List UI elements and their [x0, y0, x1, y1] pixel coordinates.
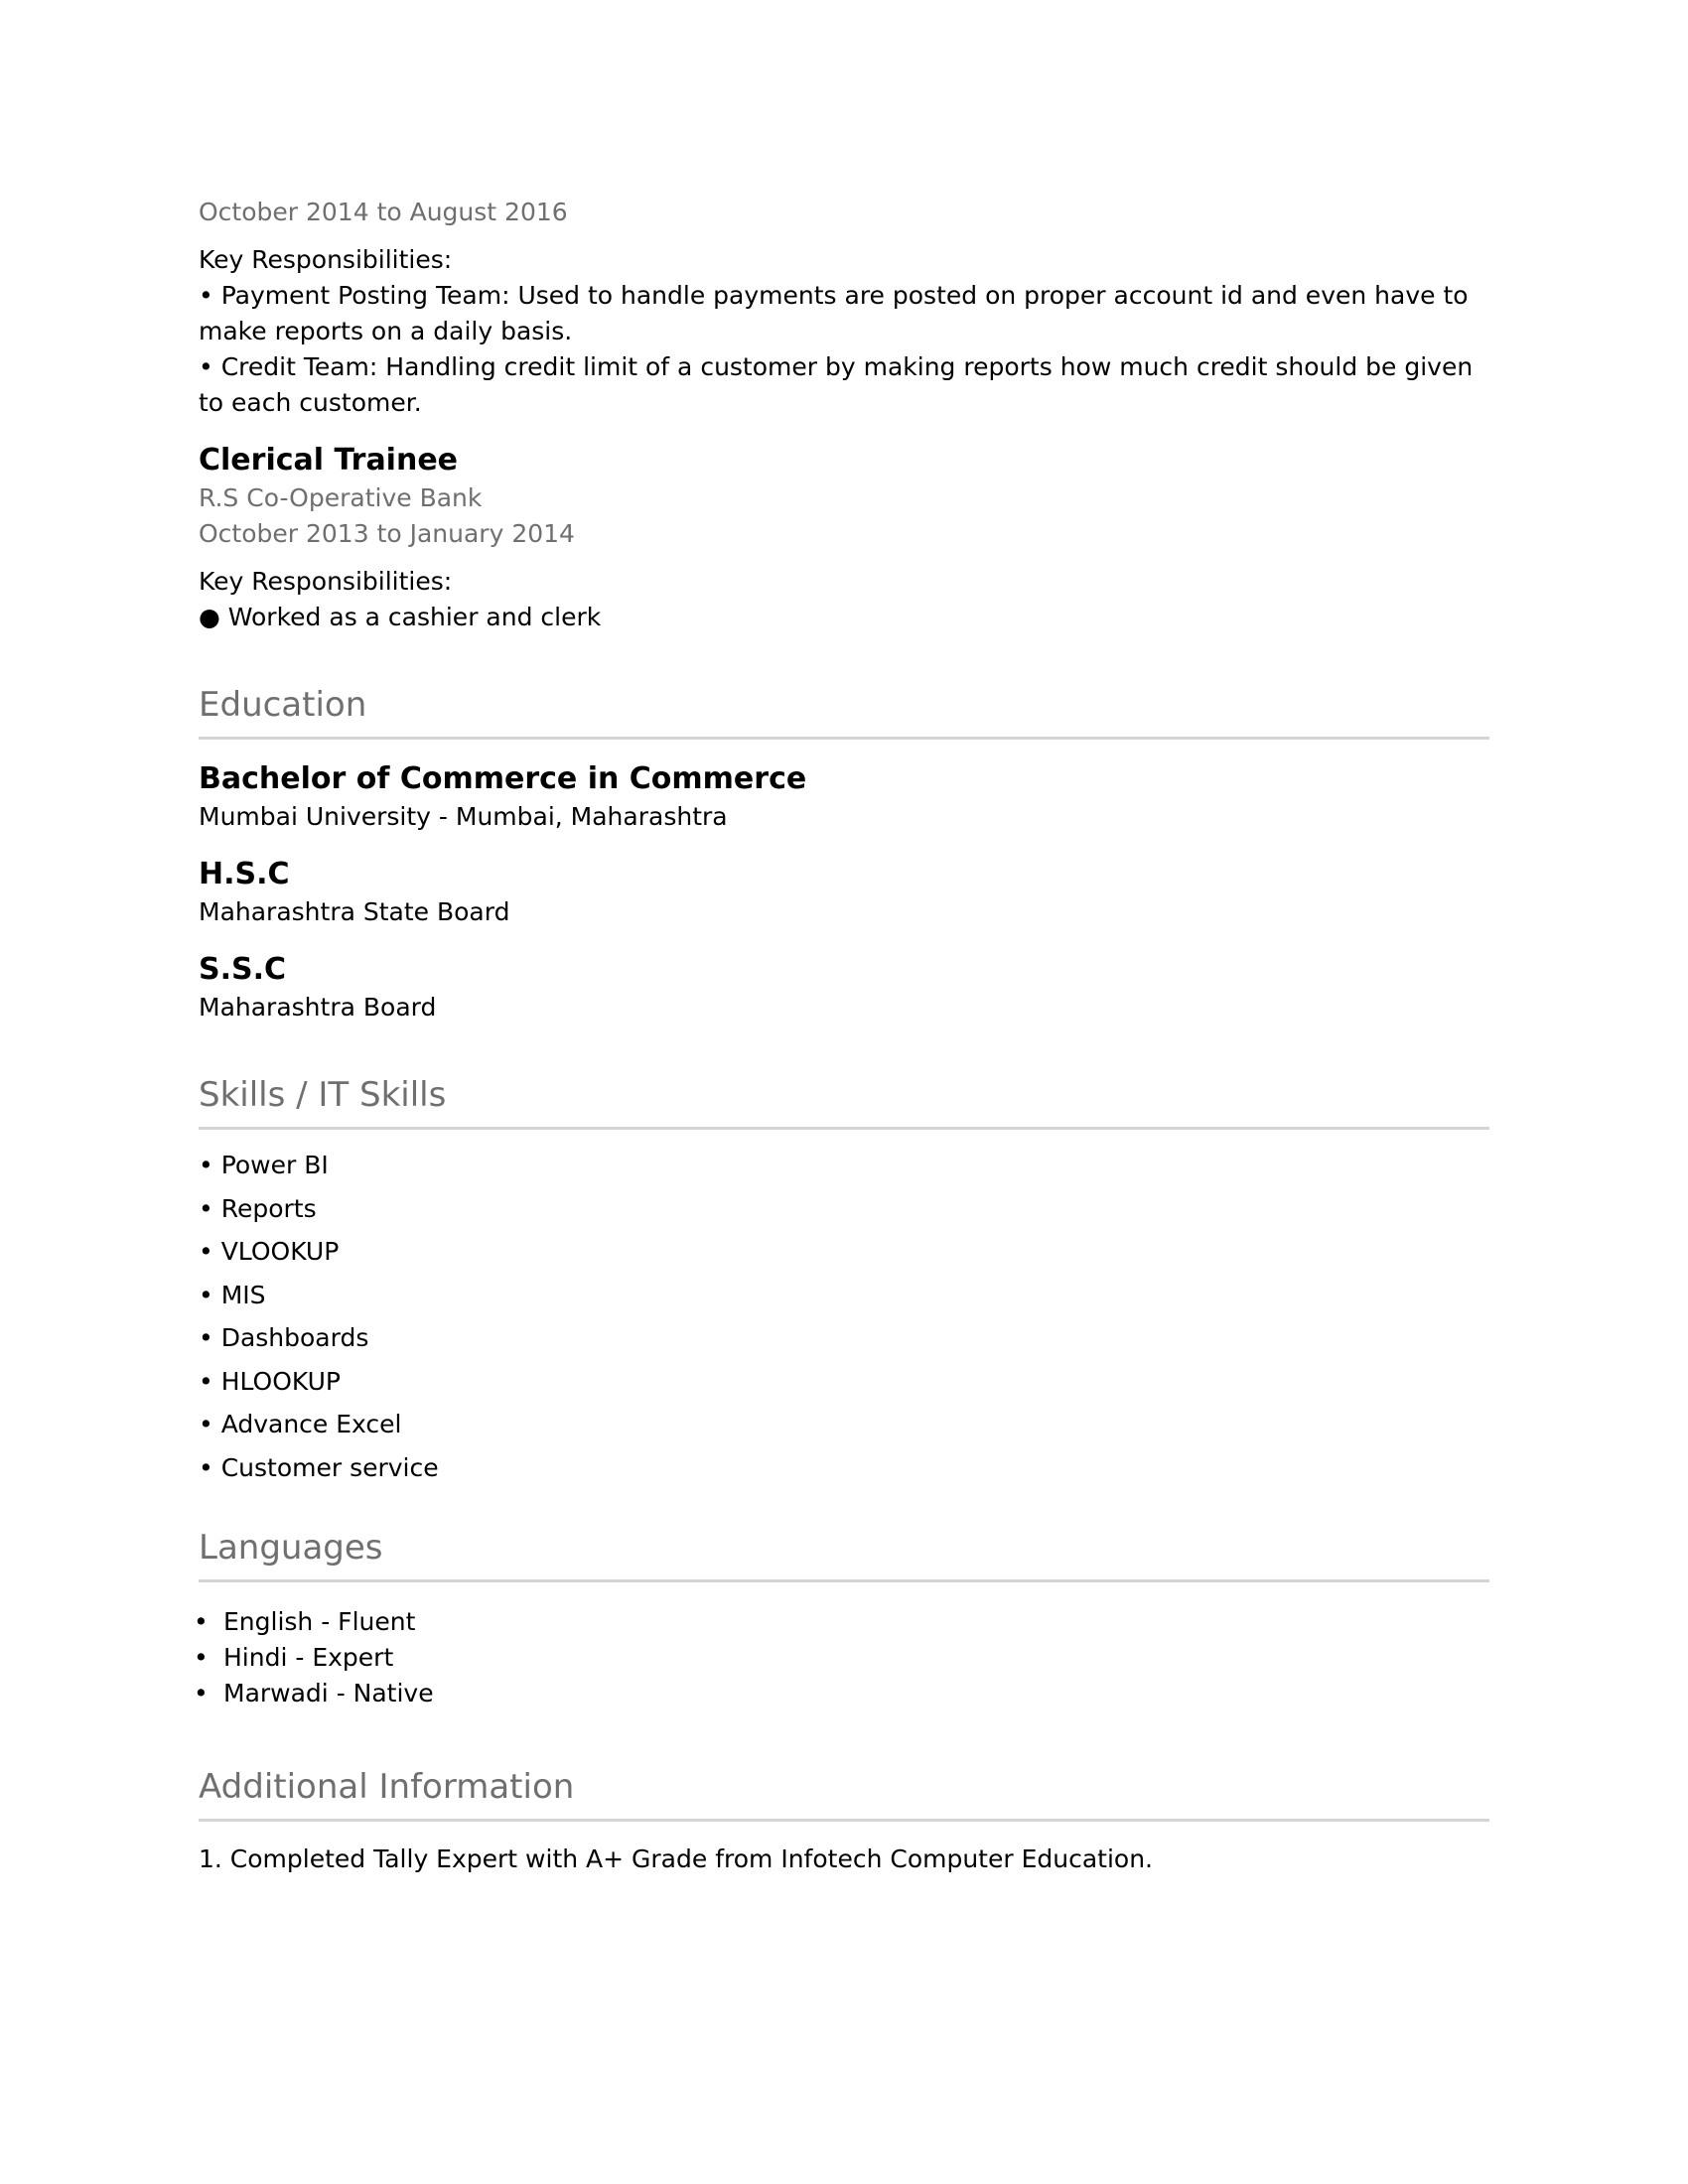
- additional-text: 1. Completed Tally Expert with A+ Grade from Infotech Computer Education.: [199, 1843, 1153, 1873]
- education-heading: Education: [199, 683, 1489, 740]
- resume-page: [194, 195, 1489, 1877]
- languages-heading: Languages: [199, 1526, 1489, 1582]
- skill-item: • VLOOKUP: [199, 1237, 340, 1266]
- job-responsibilities-label: Key Responsibilities:: [199, 567, 453, 596]
- job-title: Clerical Trainee: [199, 443, 459, 478]
- prev-job-responsibilities-label: Key Responsibilities:: [199, 245, 453, 274]
- bullet-icon: •: [194, 1642, 209, 1672]
- language-item: [194, 1676, 1489, 1711]
- education-institution: Mumbai University - Mumbai, Maharashtra: [199, 802, 728, 831]
- job-company: R.S Co-Operative Bank: [199, 483, 483, 512]
- language-text: Marwadi - Native: [223, 1678, 434, 1707]
- education-section: [199, 683, 1489, 1025]
- job-responsibility: ● Worked as a cashier and clerk: [199, 603, 602, 631]
- skill-item: • Power BI: [199, 1151, 329, 1179]
- languages-list: [194, 1604, 1489, 1711]
- language-text: English - Fluent: [223, 1606, 416, 1636]
- skill-item: • Reports: [199, 1193, 317, 1223]
- skill-item: • Customer service: [199, 1452, 439, 1482]
- job-section: [199, 441, 1489, 635]
- additional-heading: Additional Information: [199, 1765, 1489, 1822]
- education-institution: Maharashtra State Board: [199, 897, 510, 926]
- education-institution: Maharashtra Board: [199, 993, 437, 1022]
- prev-job-responsibility: • Credit Team: Handling credit limit of a customer by making reports how much credit should be given to each customer.: [199, 352, 1474, 417]
- skill-item: • MIS: [199, 1280, 266, 1309]
- skill-item: • Advance Excel: [199, 1410, 402, 1438]
- prev-job-responsibility: • Payment Posting Team: Used to handle payments are posted on proper account id and even have to make reports on a daily basis.: [199, 281, 1469, 345]
- prev-job-dates: October 2014 to August 2016: [199, 198, 568, 226]
- language-item: [194, 1640, 1489, 1676]
- skill-item: • Dashboards: [199, 1323, 369, 1352]
- skills-section: [199, 1073, 1489, 1486]
- education-degree: S.S.C: [199, 952, 287, 987]
- education-item: [199, 855, 1489, 930]
- education-degree: H.S.C: [199, 857, 290, 891]
- education-item: [199, 950, 1489, 1025]
- language-text: Hindi - Expert: [223, 1642, 394, 1672]
- language-item: [194, 1604, 1489, 1640]
- prev-job-section: [199, 195, 1489, 421]
- bullet-icon: •: [194, 1606, 209, 1636]
- education-degree: Bachelor of Commerce in Commerce: [199, 761, 807, 796]
- additional-section: [199, 1765, 1489, 1877]
- languages-section: [194, 1526, 1489, 1711]
- skills-list: [199, 1148, 1489, 1486]
- skill-item: • HLOOKUP: [199, 1366, 341, 1396]
- job-dates: October 2013 to January 2014: [199, 519, 575, 548]
- education-item: [199, 759, 1489, 835]
- skills-heading: Skills / IT Skills: [199, 1073, 1489, 1130]
- bullet-icon: •: [194, 1678, 209, 1707]
